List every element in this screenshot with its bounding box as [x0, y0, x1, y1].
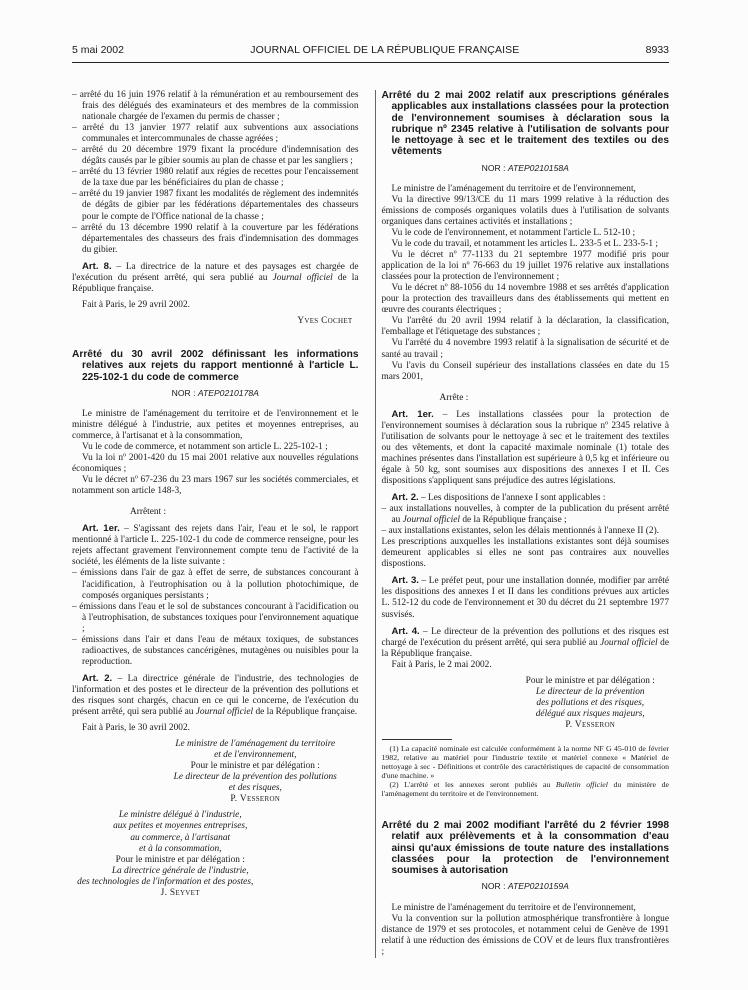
- article-1: [382, 409, 670, 487]
- text-run: émissions dans l'air et dans l'eau de métaux toxiques, de substances radioactives, de substances cancérigènes, mutagènes ou nuisibles pour la reproduction.: [81, 634, 359, 667]
- list-item: – émissions dans l'eau et le sol de substances concourant à l'acidification ou à l'eutrophisation, de substances toxiques pour l'environnement aquatique ;: [72, 601, 359, 634]
- list-item: – arrêté du 20 décembre 1979 fixant la procédure d'indemnisation des dégâts causés par le gibier soumis au plan de chasse et par les sangliers ;: [72, 145, 359, 167]
- text-run: (2) L'arrêté et les annexes seront publiés au: [389, 779, 556, 789]
- list-item: – arrêté du 19 janvier 1987 fixant les modalités de règlement des indemnités de dégâts de gibier par les fédérations départementales des chasseurs pour le compte de l'Office national de la chasse ;: [72, 189, 359, 222]
- decree-title: Arrêté du 2 mai 2002 modifiant l'arrêté du 2 février 1998 relatif aux prélèvements et à la consommation d'eau ainsi qu'aux émissions de toute nature des installations classées pour la protection de l'environnement soumises à autorisation: [381, 819, 669, 877]
- list-item: – émissions dans l'air de gaz à effet de serre, de substances concourant à l'acidification, à l'eutrophisation ou à la pollution photochimique, de composés organiques persistants ;: [72, 568, 359, 601]
- fait-a-paris: Fait à Paris, le 2 mai 2002.: [391, 659, 492, 670]
- text-run: Journal officiel: [600, 637, 658, 648]
- right-column: [375, 90, 670, 958]
- text-run: des technologies de l'information et des postes,: [77, 876, 254, 887]
- visa: Vu le décret nº 88-1056 du 14 novembre 1988 et ses arrêtés d'application pour la protection des travailleurs dans des établissements qui mettent en œuvre des courants électriques ;: [381, 283, 669, 316]
- text-run: de la République française.: [72, 272, 359, 294]
- text-run: – Le préfet peut, pour une installation donnée, modifier par arrêté les dispositions des annexes I et II dans les conditions prévues aux articles L. 512-12 du code de l'environnement et 30 du décret du 21 septembre 1977 susvisés.: [381, 576, 669, 620]
- text-run: Le directeur de la prévention des pollutions: [173, 772, 337, 783]
- article-label: Art. 1er.: [391, 408, 434, 420]
- text-run: – S'agissant des rejets dans l'air, l'eau et le sol, le rapport mentionné à l'article L. 225-102-1 du code de commerce renseigne, pour les rejets affectant gravement l'environnement compte tenu de l'activité de la société, les éléments de la liste suivante :: [72, 524, 359, 568]
- text-run: Le ministre de l'aménagement du territoire: [175, 739, 336, 750]
- list-item: – arrêté du 16 juin 1976 relatif à la rémunération et au remboursement des frais des délégués des examinateurs et des membres de la commission nationale chargée de l'examen du permis de chasser ;: [72, 90, 359, 123]
- signature-block: [382, 676, 670, 731]
- article-2: [72, 673, 359, 718]
- fait-a-paris: Fait à Paris, le 29 avril 2002.: [82, 299, 190, 310]
- text-run: Le ministre délégué à l'industrie,: [118, 810, 242, 821]
- text-run: Journal officiel: [402, 515, 461, 526]
- list-item: – arrêté du 13 février 1980 relatif aux régies de recettes pour l'encaissement de la taxe due par les bénéficiaires du plan de chasse ;: [72, 167, 359, 189]
- signature-name: Yves Cochet: [297, 315, 353, 326]
- nor-reference: [72, 388, 359, 399]
- decree-intro: Le ministre de l'aménagement du territoire et de l'environnement et le ministre délégué à l'industrie, aux petites et moyennes entreprises, au commerce, à l'artisanat et à la consommation,: [72, 408, 359, 441]
- signature-name: P. Vesseron: [565, 719, 616, 730]
- page-header: [72, 44, 669, 58]
- text-run: La directrice générale de l'industrie,: [111, 865, 249, 876]
- arrete: Arrête :: [439, 392, 469, 403]
- footnote: [382, 780, 670, 798]
- text-run: NOR :: [481, 162, 508, 173]
- visa: Vu le code de commerce, et notamment son article L. 225-102-1 ;: [82, 442, 328, 453]
- page-number: 8933: [645, 44, 669, 56]
- text-run: Pour le ministre et par délégation :: [525, 675, 655, 686]
- article-label: Art. 1er.: [82, 523, 120, 535]
- list-item: – aux installations existantes, selon les délais mentionnés à l'annexe II (2).: [381, 526, 660, 537]
- text-run: délégué aux risques majeurs,: [535, 708, 645, 719]
- text-run: aux petites et moyennes entreprises,: [113, 821, 248, 832]
- list-item: – émissions dans l'air et dans l'eau de métaux toxiques, de substances radioactives, de substances cancérigènes, mutagènes ou nuisibles pour la reproduction.: [72, 634, 359, 667]
- visa: Vu la directive 99/13/CE du 11 mars 1999 relative à la réduction des émissions de composés organiques volatils dues à l'utilisation de solvants organiques dans certaines activités et installations ;: [381, 194, 669, 227]
- footnote-rule: [382, 739, 452, 740]
- signature-block: [72, 739, 359, 805]
- text-run: émissions dans l'air de gaz à effet de serre, de substances concourant à l'acidification, à l'eutrophisation ou à la pollution photochimique, de composés organiques persistants ;: [80, 568, 359, 601]
- article-label: Art. 4.: [391, 625, 420, 637]
- text-run: – Le directeur de la prévention des pollutions et des risques est chargé de l'exécution du présent arrêté, qui sera publié au: [381, 626, 669, 648]
- journal-title: JOURNAL OFFICIEL DE LA RÉPUBLIQUE FRANÇAISE: [250, 44, 520, 56]
- decree-title: Arrêté du 2 mai 2002 relatif aux prescriptions générales applicables aux installations classées pour la protection de l'environnement soumises à déclaration sous la rubrique nº 2345 relative à l'utilisation de solvants pour le nettoyage à sec et le traitement des textiles ou des vêtements: [381, 90, 669, 158]
- text-run: NOR :: [171, 387, 198, 398]
- article-label: Art. 2.: [391, 492, 419, 504]
- text-run: émissions dans l'eau et le sol de substances concourant à l'acidification ou à l'eutrophisation, de substances toxiques pour l'environnement aquatique ;: [79, 601, 359, 634]
- text-run: ATEP0210158A: [507, 162, 569, 173]
- text-run: et à la consommation,: [138, 843, 222, 854]
- article-3: [382, 575, 670, 620]
- header-date: 5 mai 2002: [72, 44, 124, 56]
- left-column: [72, 90, 359, 958]
- text-run: au commerce, à l'artisanat: [130, 832, 231, 843]
- visa: Vu le décret nº 67-236 du 23 mars 1967 sur les sociétés commerciales, et notamment son article 148-3,: [72, 475, 359, 497]
- signature-name: P. Vesseron: [230, 794, 281, 805]
- signature-block: [72, 810, 359, 898]
- text-run: de la République française.: [253, 707, 358, 718]
- text-run: du ministère de l'aménagement du territoire et de l'environnement.: [381, 779, 669, 798]
- journal-page: [72, 44, 669, 957]
- text-run: de la République française ;: [460, 515, 567, 526]
- text-run: ATEP0210178A: [197, 387, 259, 398]
- decree-intro: Le ministre de l'aménagement du territoire et de l'environnement,: [391, 183, 636, 194]
- text-run: arrêté du 13 décembre 1990 relatif à la couverture par les fédérations départementales des chasseurs des frais d'indemnisation des dommages du gibier.: [80, 222, 359, 255]
- visa: Vu la loi nº 2001-420 du 15 mai 2001 relative aux nouvelles régulations économiques ;: [72, 453, 359, 475]
- text-run: Pour le ministre et par délégation :: [115, 854, 245, 865]
- text-run: arrêté du 19 janvier 1987 fixant les modalités de règlement des indemnités de dégâts de gibier par les fédérations départementales des chasseurs pour le compte de l'Office national de la chasse ;: [79, 189, 359, 222]
- article-label: Art. 3.: [391, 575, 419, 587]
- visa: Vu l'avis du Conseil supérieur des installations classées en date du 15 mars 2001,: [381, 360, 669, 382]
- article-8: [72, 261, 359, 295]
- visa: Vu l'arrêté du 20 avril 1994 relatif à la déclaration, la classification, l'emballage et l'étiquetage des substances ;: [381, 316, 669, 338]
- visa: Vu le code de l'environnement, et notamment l'article L. 512-10 ;: [391, 228, 636, 239]
- article-2: [382, 492, 670, 504]
- text-run: Journal officiel: [272, 272, 333, 283]
- text-run: et des risques,: [228, 783, 282, 794]
- fait-a-paris: Fait à Paris, le 30 avril 2002.: [82, 723, 190, 734]
- article-1: [72, 523, 359, 568]
- text-run: ATEP0210159A: [507, 881, 569, 892]
- text-run: arrêté du 13 février 1980 relatif aux régies de recettes pour l'encaissement de la taxe due par les bénéficiaires du plan de chasse ;: [79, 167, 359, 189]
- text-run: – La directrice générale de l'industrie, des technologies de l'information et des postes et le directeur de la prévention des pollutions et des risques sont chargés, chacun en ce qui le concerne, de l'exécution du présent arrêté, qui sera publié au: [72, 673, 359, 718]
- text-run: Le directeur de la prévention: [535, 686, 645, 697]
- text-run: aux installations existantes, selon les délais mentionnés à l'annexe II (2).: [388, 526, 660, 537]
- nor-reference: [382, 163, 670, 174]
- article-label: Art. 8.: [82, 260, 112, 272]
- text-run: arrêté du 16 juin 1976 relatif à la rémunération et au remboursement des frais des délégués des examinateurs et des membres de la commission nationale chargée de l'examen du permis de chasser ;: [79, 90, 359, 123]
- signature-name: J. Seyvet: [160, 887, 200, 898]
- article-2-note: Les prescriptions auxquelles les installations existantes sont déjà soumises demeurent applicables si elles ne sont pas contraires aux nouvelles dispostions.: [381, 537, 669, 570]
- text-run: Pour le ministre et par délégation :: [190, 761, 320, 772]
- decree-intro: Le ministre de l'aménagement du territoire et de l'environnement,: [391, 902, 636, 913]
- footnote: (1) La capacité nominale est calculée conformément à la norme NF G 45-010 de février 1982, relative au matériel pour l'industrie textile et matériel connexe « Matériel de nettoyage à sec - Définitions et contrôle des caractéristiques de capacité de consommation d'une machine. »: [381, 743, 669, 780]
- text-run: – Les installations classées pour la protection de l'environnement soumises à déclaration sous la rubrique nº 2345 relative à l'utilisation de solvants pour le nettoyage à sec et le traitement des textiles ou des vêtements, et dont la capacité maximale nominale (1) totale des machines présentes dans l'installation est supérieure à 0,5 kg et inférieure ou égale à 50 kg, sont soumises aux dispositions des annexes I et II. Ces dispositions s'appliquent sans préjudice des autres législations.: [381, 409, 669, 486]
- text-run: arrêté du 20 décembre 1979 fixant la procédure d'indemnisation des dégâts causés par le gibier soumis au plan de chasse et par les sangliers ;: [81, 145, 359, 167]
- text-run: – La directrice de la nature et des paysages est chargée de l'exécution du présent arrêté, qui sera publié au: [72, 261, 359, 283]
- text-run: aux installations nouvelles, à compter de la publication du présent arrêté au: [389, 504, 669, 526]
- visa: Vu la convention sur la pollution atmosphérique transfrontière à longue distance de 1979 et ses protocoles, et notamment celui de Genève de 1991 relatif à une réduction des émissions de COV et de leurs flux transfrontières ;: [381, 913, 669, 957]
- text-run: des pollutions et des risques,: [536, 697, 645, 708]
- text-run: Bulletin officiel: [555, 779, 608, 789]
- list-item: – arrêté du 13 janvier 1977 relatif aux subventions aux associations communales et intercommunales de chasse agréées ;: [72, 123, 359, 145]
- visa: Vu l'arrêté du 4 novembre 1993 relatif à la signalisation de sécurité et de santé au travail ;: [381, 338, 669, 360]
- article-4: [382, 626, 670, 660]
- text-run: Journal officiel: [195, 707, 254, 718]
- list-item: – arrêté du 13 décembre 1990 relatif à la couverture par les fédérations départementales des chasseurs des frais d'indemnisation des dommages du gibier.: [72, 222, 359, 255]
- header-rule: [72, 62, 669, 63]
- text-run: – Les dispositions de l'annexe I sont applicables :: [418, 493, 606, 504]
- text-run: et de l'environnement,: [214, 750, 297, 761]
- visa: Vu le code du travail, et notamment les articles L. 233-5 et L. 233-5-1 ;: [391, 239, 658, 250]
- text-run: de la République française.: [381, 637, 669, 659]
- decree-title: Arrêté du 30 avril 2002 définissant les informations relatives aux rejets du rapport mentionné à l'article L. 225-102-1 du code de commerce: [72, 348, 359, 383]
- list-item: – aux installations nouvelles, à compter de la publication du présent arrêté au Journal officiel de la République française ;: [381, 504, 669, 526]
- text-run: arrêté du 13 janvier 1977 relatif aux subventions aux associations communales et intercommunales de chasse agréées ;: [82, 123, 359, 145]
- nor-reference: [382, 881, 670, 892]
- article-label: Art. 2.: [82, 672, 113, 684]
- text-run: NOR :: [481, 881, 508, 892]
- visa: Vu le décret nº 77-1133 du 21 septembre 1977 modifié pris pour application de la loi nº 76-663 du 19 juillet 1976 relative aux installations classées pour la protection de l'environnement ;: [381, 250, 669, 283]
- arretent: Arrêtent :: [130, 507, 167, 518]
